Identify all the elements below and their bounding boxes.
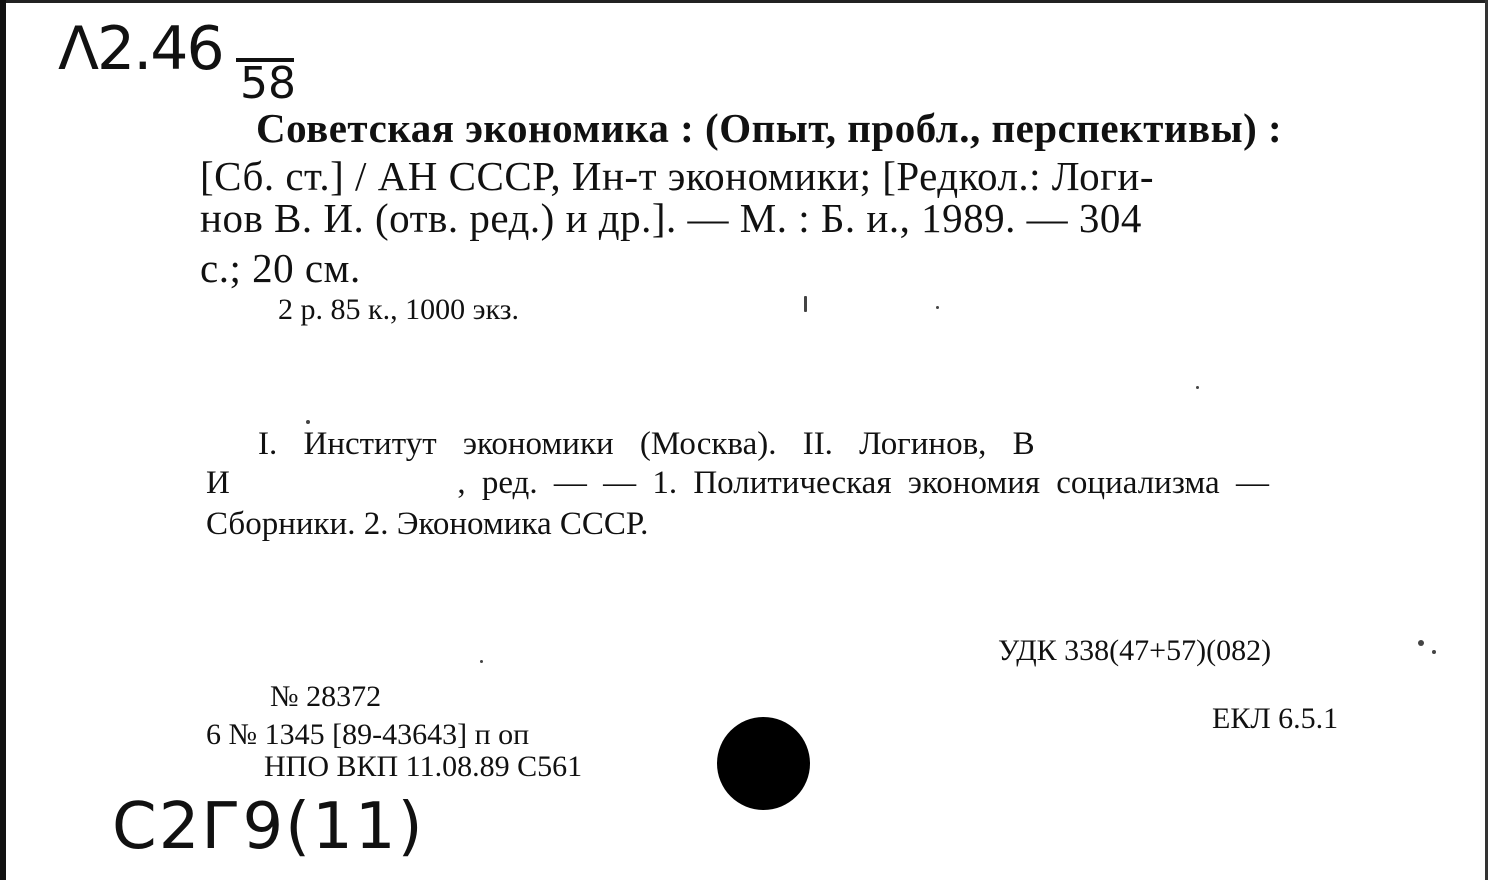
- speck: [804, 296, 807, 312]
- speck: [1432, 650, 1436, 654]
- shelf-mark-sub: 58: [240, 58, 296, 109]
- speck: [480, 660, 483, 663]
- title-line-1: Советская экономика : (Опыт, пробл., перспективы) :: [256, 105, 1283, 151]
- tracing-line-1: I. Институт экономики (Москва). II. Логинов, В: [258, 426, 1035, 462]
- title-line-3: нов В. И. (отв. ред.) и др.]. — М. : Б. и., 1989. — 304: [200, 195, 1142, 241]
- speck: [1418, 640, 1424, 646]
- price-line: 2 р. 85 к., 1000 экз.: [278, 293, 519, 326]
- speck: [1196, 386, 1199, 389]
- printer-line: НПО ВКП 11.08.89 С561: [264, 750, 583, 783]
- punch-hole: [717, 717, 810, 810]
- shelf-mark-main: Λ2.46: [58, 14, 223, 84]
- udk-code: УДК 338(47+57)(082): [998, 634, 1272, 667]
- speck: [306, 420, 310, 424]
- tracing-line-3: Сборники. 2. Экономика СССР.: [206, 506, 649, 542]
- card-top-edge: [0, 0, 1488, 3]
- card-left-edge: [0, 0, 6, 880]
- speck: [936, 306, 939, 309]
- title-line-4: с.; 20 см.: [200, 245, 361, 291]
- handwritten-code: С2Г9(11): [112, 790, 425, 864]
- order-line: 6 № 1345 [89-43643] п оп: [206, 718, 530, 751]
- tracing-line-2: И , ред. — — 1. Политическая экономия социализма —: [206, 465, 1269, 501]
- title-line-2: [Сб. ст.] / АН СССР, Ин-т экономики; [Редкол.: Логи-: [200, 153, 1155, 199]
- card-number: № 28372: [270, 680, 382, 713]
- ekl-code: ЕКЛ 6.5.1: [1212, 702, 1339, 735]
